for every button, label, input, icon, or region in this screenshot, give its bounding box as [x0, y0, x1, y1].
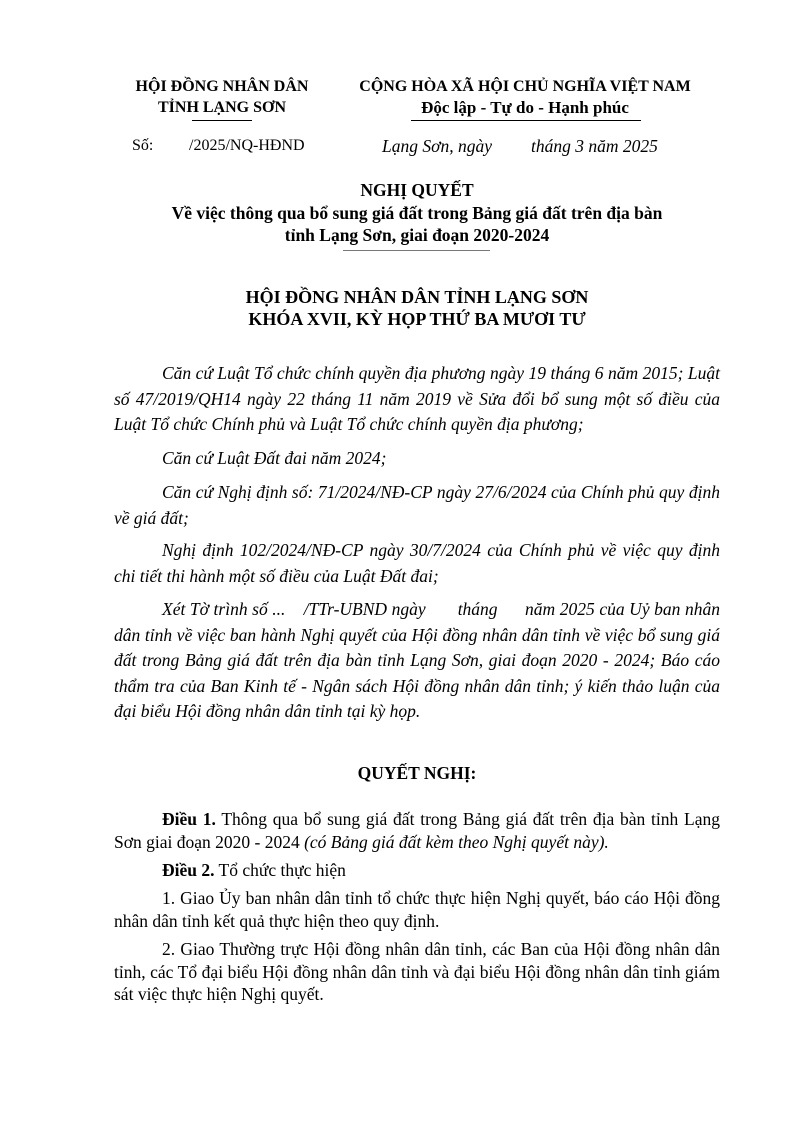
article-2-text: Tổ chức thực hiện [214, 860, 346, 880]
preamble-legal-basis-4: Nghị định 102/2024/NĐ-CP ngày 30/7/2024 của Chính phủ về việc quy định chi tiết thi hành một số điều của Luật Đất đai; [114, 540, 720, 586]
article-1-note: (có Bảng giá đất kèm theo Nghị quyết này). [304, 831, 609, 852]
resolution-heading: QUYẾT NGHỊ: [357, 763, 477, 783]
nation-title: CỘNG HÒA XÃ HỘI CHỦ NGHĨA VIỆT NAM [359, 78, 691, 95]
subject-line2: tỉnh Lạng Sơn, giai đoạn 2020-2024 [284, 225, 550, 245]
motto: Độc lập - Tự do - Hạnh phúc [421, 98, 629, 117]
place-date-part2: tháng 3 năm 2025 [531, 136, 658, 156]
title-underline [343, 250, 490, 251]
preamble-consideration: Xét Tờ trình số ... /TTr-UBND ngày tháng năm 2025 của Uỷ ban nhân dân tỉnh về việc ban hành Nghị quyết của Hội đồng nhân dân tỉnh về việc bổ sung giá đất trong Bảng giá đất trên địa bàn tỉnh Lạng Sơn, giai đoạn 2020 - 2024; Báo cáo thẩm tra của Ban Kinh tế - Ngân sách Hội đồng nhân dân tỉnh; ý kiến thảo luận của đại biểu Hội đồng nhân dân tỉnh tại kỳ họp. [114, 599, 725, 721]
place-date-part1: Lạng Sơn, ngày [382, 136, 492, 156]
council-name: HỘI ĐỒNG NHÂN DÂN TỈNH LẠNG SƠN [245, 287, 589, 307]
article-2-item-2: 2. Giao Thường trực Hội đồng nhân dân tỉnh, các Ban của Hội đồng nhân dân tỉnh, các Tổ đại biểu Hội đồng nhân dân tỉnh và đại biểu Hội đồng nhân dân tỉnh giám sát việc thực hiện Nghị quyết. [114, 939, 720, 1004]
article-1-label: Điều 1. [162, 809, 216, 829]
preamble-legal-basis-1: Căn cứ Luật Tổ chức chính quyền địa phương ngày 19 tháng 6 năm 2015; Luật số 47/2019/QH14 ngày 22 tháng 11 năm 2019 về Sửa đổi bổ sung một số điều của Luật Tổ chức Chính phủ và Luật Tổ chức chính quyền địa phương; [114, 363, 720, 434]
article-2 [114, 859, 720, 882]
preamble-legal-basis-3: Căn cứ Nghị định số: 71/2024/NĐ-CP ngày 27/6/2024 của Chính phủ quy định về giá đất; [114, 482, 720, 528]
org-underline [192, 120, 252, 121]
issuing-org-line1: HỘI ĐỒNG NHÂN DÂN [135, 78, 309, 95]
article-2-item-1: 1. Giao Ủy ban nhân dân tỉnh tổ chức thực hiện Nghị quyết, báo cáo Hội đồng nhân dân tỉnh kết quả thực hiện theo quy định. [114, 888, 720, 931]
document-number: /2025/NQ-HĐND [189, 137, 305, 154]
council-session: KHÓA XVII, KỲ HỌP THỨ BA MƯƠI TƯ [248, 309, 586, 329]
issuing-org-line2: TỈNH LẠNG SƠN [157, 99, 287, 116]
article-1-text: Thông qua bổ sung giá đất trong Bảng giá đất trên địa bàn tỉnh Lạng Sơn giai đoạn 2020 - 2024 [114, 809, 720, 852]
document-type-heading: NGHỊ QUYẾT [360, 180, 474, 200]
preamble-legal-basis-2: Căn cứ Luật Đất đai năm 2024; [162, 448, 387, 468]
number-label: Số: [132, 137, 154, 154]
subject-line1: Về việc thông qua bổ sung giá đất trong Bảng giá đất trên địa bàn [171, 203, 663, 223]
motto-underline [411, 120, 641, 121]
article-1 [114, 808, 720, 853]
article-2-label: Điều 2. [162, 860, 215, 880]
